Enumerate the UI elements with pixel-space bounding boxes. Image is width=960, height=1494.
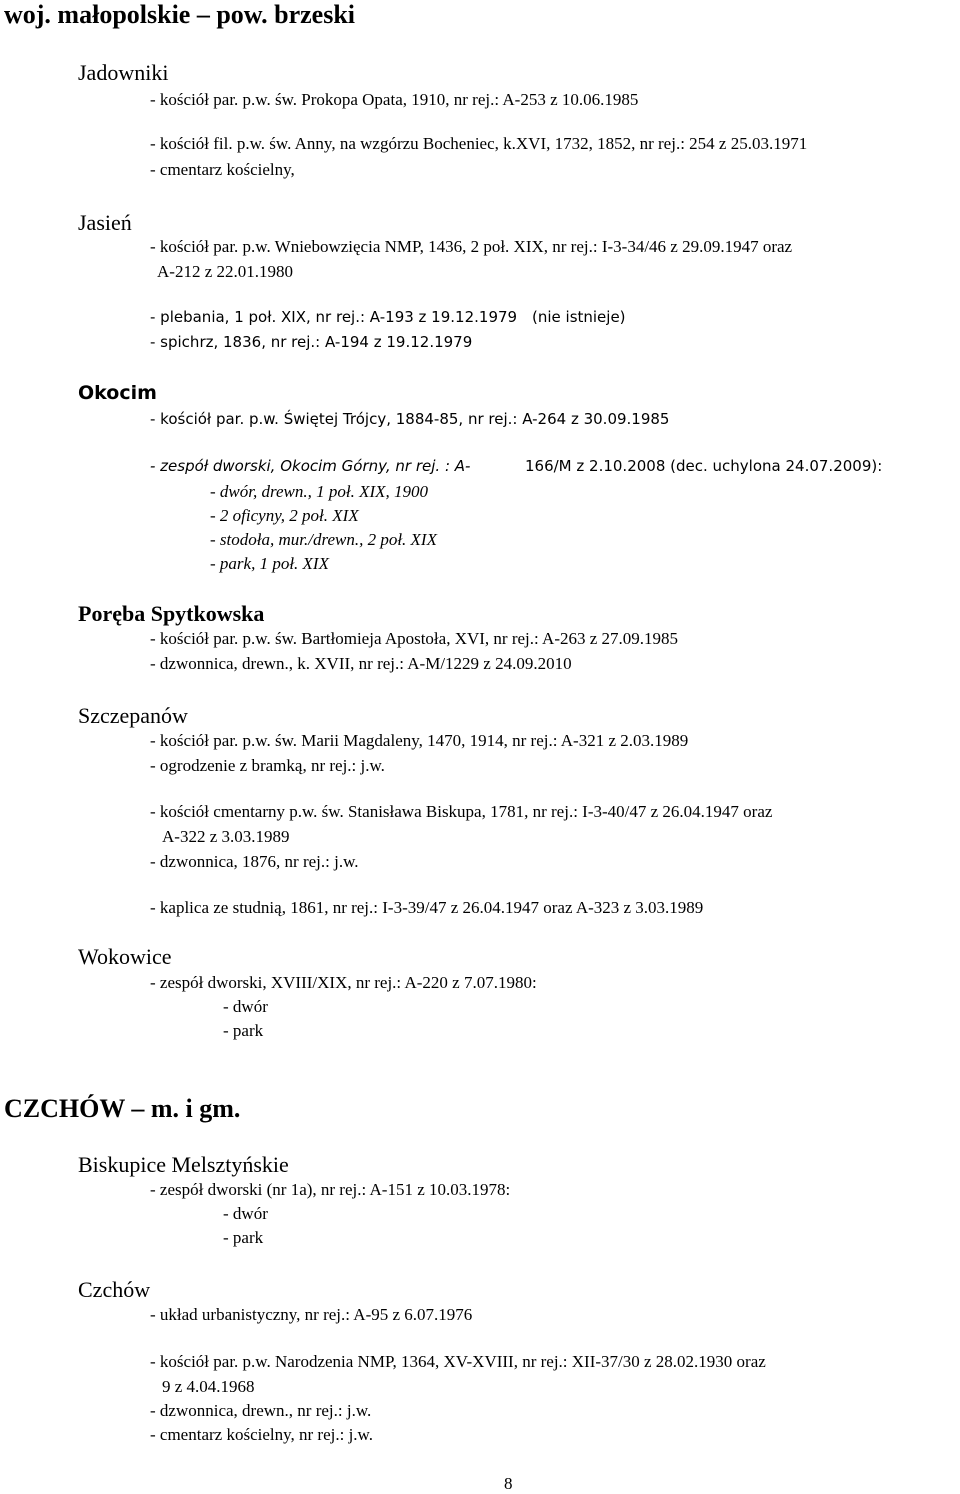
- entry-line: - spichrz, 1836, nr rej.: A-194 z 19.12.1979: [150, 333, 473, 351]
- locality-heading-jasien: Jasień: [78, 210, 132, 235]
- entry-line: - kościół fil. p.w. św. Anny, na wzgórzu Bocheniec, k.XVI, 1732, 1852, nr rej.: 254 z 25.03.1971: [150, 134, 808, 153]
- entry-subline: - stodoła, mur./drewn., 2 poł. XIX: [210, 530, 437, 549]
- entry-line: - kościół par. p.w. św. Bartłomieja Apostoła, XVI, nr rej.: A-263 z 27.09.1985: [150, 629, 679, 648]
- entry-line: 166/M z 2.10.2008 (dec. uchylona 24.07.2009):: [525, 457, 883, 475]
- entry-line: - cmentarz kościelny,: [150, 160, 295, 179]
- locality-heading-okocim: Okocim: [78, 382, 157, 404]
- entry-line: - kościół par. p.w. Świętej Trójcy, 1884-85, nr rej.: A-264 z 30.09.1985: [150, 410, 670, 428]
- entry-line: - zespół dworski, XVIII/XIX, nr rej.: A-220 z 7.07.1980:: [150, 973, 537, 992]
- entry-line: - kościół par. p.w. Narodzenia NMP, 1364, XV-XVIII, nr rej.: XII-37/30 z 28.02.1930 oraz: [150, 1352, 766, 1371]
- entry-subline: - dwór, drewn., 1 poł. XIX, 1900: [210, 482, 429, 501]
- entry-line: - układ urbanistyczny, nr rej.: A-95 z 6.07.1976: [150, 1305, 473, 1324]
- entry-line: - dzwonnica, drewn., k. XVII, nr rej.: A-M/1229 z 24.09.2010: [150, 654, 572, 673]
- entry-line: A-322 z 3.03.1989: [162, 827, 290, 846]
- locality-heading-szczepanow: Szczepanów: [78, 703, 188, 728]
- locality-heading-biskupice-melsztynskie: Biskupice Melsztyńskie: [78, 1152, 289, 1177]
- entry-line: 9 z 4.04.1968: [162, 1377, 255, 1396]
- locality-heading-jadowniki: Jadowniki: [78, 60, 169, 85]
- entry-subline: - park: [223, 1021, 264, 1040]
- entry-line: - kościół par. p.w. św. Marii Magdaleny, 1470, 1914, nr rej.: A-321 z 2.03.1989: [150, 731, 689, 750]
- entry-line: - plebania, 1 poł. XIX, nr rej.: A-193 z 19.12.1979: [150, 308, 518, 326]
- entry-line: - dzwonnica, 1876, nr rej.: j.w.: [150, 852, 359, 871]
- locality-heading-czchow: Czchów: [78, 1277, 151, 1302]
- entry-line: A-212 z 22.01.1980: [157, 262, 293, 281]
- entry-line: - zespół dworski (nr 1a), nr rej.: A-151 z 10.03.1978:: [150, 1180, 511, 1199]
- entry-subline: - park, 1 poł. XIX: [210, 554, 329, 573]
- locality-heading-poreba-spytkowska: Poręba Spytkowska: [78, 601, 265, 626]
- entry-line: - zespół dworski, Okocim Górny, nr rej. : A-: [150, 457, 471, 475]
- entry-line: - kościół par. p.w. Wniebowzięcia NMP, 1436, 2 poł. XIX, nr rej.: I-3-34/46 z 29.09.1947 oraz: [150, 237, 793, 256]
- entry-subline: - dwór: [223, 997, 268, 1016]
- entry-line: - ogrodzenie z bramką, nr rej.: j.w.: [150, 756, 385, 775]
- region-heading: woj. małopolskie – pow. brzeski: [4, 0, 356, 29]
- municipality-heading: CZCHÓW – m. i gm.: [4, 1094, 241, 1123]
- entry-line: - dzwonnica, drewn., nr rej.: j.w.: [150, 1401, 372, 1420]
- entry-subline: - dwór: [223, 1204, 268, 1223]
- entry-line: - cmentarz kościelny, nr rej.: j.w.: [150, 1425, 373, 1444]
- entry-line: - kościół cmentarny p.w. św. Stanisława Biskupa, 1781, nr rej.: I-3-40/47 z 26.04.1947 oraz: [150, 802, 773, 821]
- locality-heading-wokowice: Wokowice: [78, 944, 172, 969]
- entry-note: (nie istnieje): [532, 308, 626, 326]
- page-number: 8: [504, 1474, 513, 1493]
- entry-subline: - park: [223, 1228, 264, 1247]
- entry-line: - kaplica ze studnią, 1861, nr rej.: I-3-39/47 z 26.04.1947 oraz A-323 z 3.03.1989: [150, 898, 704, 917]
- entry-line: - kościół par. p.w. św. Prokopa Opata, 1910, nr rej.: A-253 z 10.06.1985: [150, 90, 639, 109]
- entry-subline: - 2 oficyny, 2 poł. XIX: [210, 506, 359, 525]
